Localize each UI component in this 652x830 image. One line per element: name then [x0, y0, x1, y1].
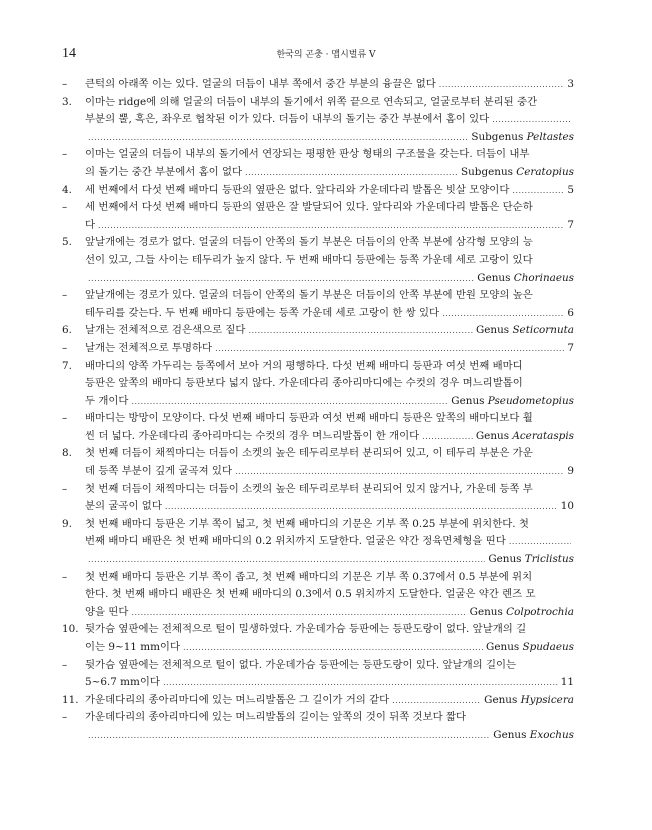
taxon-name [470, 604, 574, 622]
couplet-marker: – [62, 482, 68, 495]
leader-dots [248, 322, 473, 340]
couplet-line [85, 129, 574, 147]
page-header [62, 46, 590, 62]
key-couplet [62, 516, 574, 569]
couplet-text [85, 657, 574, 692]
couplet-text [85, 410, 574, 445]
couplet-line [85, 182, 574, 200]
couplet-line [85, 586, 574, 604]
couplet-line [85, 217, 574, 235]
taxon-name [471, 129, 574, 147]
couplet-text [85, 481, 574, 516]
key-couplet [62, 410, 574, 445]
line-text: 첫 번째 배마디 등판은 기부 쪽이 좁고, 첫 번째 배마디의 기문은 기부 쪽 0.37에서 0.5 부분에 위치 [85, 570, 533, 583]
couplet-line [85, 234, 574, 252]
couplet-line [85, 199, 574, 217]
couplet-line [85, 498, 574, 516]
taxon-latin-name: Exochus [529, 728, 574, 741]
couplet-marker: 9. [62, 517, 72, 530]
couplet-line [85, 639, 574, 657]
couplet-line [85, 375, 574, 393]
couplet-line [85, 569, 574, 587]
line-text: 다 [85, 218, 96, 231]
line-text: 세 번째에서 다섯 번째 배마디 등판의 옆판은 없다. 앞다리와 가운데다리 발톱은 빗살 모양이다 [85, 183, 510, 196]
key-couplet [62, 657, 574, 692]
line-text: 큰턱의 아래쪽 이는 있다. 얼굴의 더듬이 내부 쪽에서 중간 부분의 융끌은 없다 [85, 78, 436, 90]
couplet-marker: – [62, 412, 68, 425]
couplet-line [85, 410, 574, 428]
taxon-rank: Genus [488, 553, 525, 566]
couplet-line [85, 164, 574, 182]
couplet-marker: 3. [62, 95, 72, 108]
key-couplet [62, 709, 574, 744]
couplet-line [85, 674, 574, 692]
couplet-text [85, 569, 574, 622]
taxon-latin-name: Spudaeus [522, 641, 574, 653]
couplet-line [85, 94, 574, 112]
couplet-line [85, 621, 574, 639]
leader-dots [131, 604, 466, 622]
couplet-marker: 10. [62, 623, 79, 636]
couplet-marker: – [62, 711, 68, 724]
line-text: 세 번째에서 다섯 번째 배마디 등판의 옆판은 잘 발달되어 있다. 앞다리와 가운데다리 발톱은 단순하 [85, 201, 533, 214]
couplet-link-number: 5 [567, 183, 574, 196]
couplet-link-number: 10 [560, 500, 574, 513]
key-couplet [62, 146, 574, 181]
couplet-marker: – [62, 201, 68, 214]
couplet-link-number: 6 [567, 306, 574, 319]
key-couplet [62, 322, 574, 340]
line-text: 선이 있고, 그들 사이는 테두리가 높지 않다. 두 번째 배마디 등판에는 등쪽 가운데 세로 고랑이 있다 [85, 253, 533, 266]
couplet-text [85, 692, 574, 710]
line-text: 양을 띤다 [85, 605, 129, 618]
couplet-line [85, 727, 574, 745]
couplet-marker: 7. [62, 359, 72, 372]
taxon-rank: Genus [475, 324, 513, 337]
couplet-line [85, 305, 574, 323]
couplet-line [85, 340, 574, 358]
couplet-link-number: 3 [567, 78, 574, 90]
taxon-name [484, 692, 574, 710]
couplet-line [85, 428, 574, 446]
key-couplet [62, 481, 574, 516]
couplet-text [85, 621, 574, 656]
leader-dots [392, 692, 481, 710]
taxon-name [461, 164, 574, 182]
taxon-rank: Genus [451, 394, 488, 407]
taxon-rank: Genus [477, 271, 514, 284]
couplet-text [85, 322, 574, 340]
taxon-rank: Genus [469, 605, 507, 618]
taxon-name [476, 428, 574, 446]
couplet-line [85, 252, 574, 270]
key-couplet [62, 358, 574, 411]
taxon-name [477, 270, 574, 288]
leader-dots [245, 164, 458, 182]
taxon-latin-name: Ceratopius [516, 165, 574, 178]
couplet-text [85, 234, 574, 287]
couplet-line [85, 551, 574, 569]
line-text: 씬 더 넓다. 가운데다리 종아리마디는 수컷의 경우 며느리발톱이 한 개이다 [85, 429, 420, 442]
key-couplet [62, 445, 574, 480]
line-text: 부분의 뿔, 혹은, 좌우로 협착된 이가 있다. 더듬이 내부의 돌기는 중간 부분에서 홈이 있다 [85, 113, 490, 126]
couplet-text [85, 182, 574, 200]
line-text: 등판은 앞쪽의 배마디 등판보다 넓지 않다. 가운데다리 종아리마디에는 수컷의 경우 며느리발톱이 [85, 377, 523, 390]
couplet-line [85, 533, 574, 551]
key-couplet [62, 199, 574, 234]
taxon-rank: Genus [493, 728, 530, 741]
line-text: 이마는 ridge에 의해 얼굴의 더듬이 내부의 돌기에서 위쪽 끝으로 연속되고, 얼굴로부터 분리된 중간 [85, 95, 538, 108]
couplet-marker: – [62, 658, 68, 671]
couplet-line [85, 709, 574, 727]
couplet-marker: – [62, 78, 68, 90]
couplet-marker: 8. [62, 447, 72, 460]
couplet-text [85, 445, 574, 480]
taxon-latin-name: Seticornuta [512, 324, 574, 337]
key-couplet [62, 76, 574, 94]
line-text: 분의 굴곡이 없다 [85, 500, 162, 513]
key-couplet [62, 182, 574, 200]
couplet-line [85, 146, 574, 164]
key-couplet [62, 692, 574, 710]
line-text: 배마디는 방망이 모양이다. 다섯 번째 배마디 등판과 여섯 번째 배마디 등판은 앞쪽의 배마디보다 훨 [85, 412, 533, 425]
couplet-line [85, 393, 574, 411]
line-text: 뒷가슴 옆판에는 전체적으로 털이 밀생하였다. 가운데가슴 등판에는 등판도랑이 없다. 앞날개의 길 [85, 623, 527, 636]
line-text: 첫 번째 더듬이 채찍마디는 더듬이 소켓의 높은 테두리로부터 분리되어 있고, 이 테두리 부분은 가운 [85, 447, 533, 460]
key-couplet [62, 569, 574, 622]
leader-dots [88, 129, 468, 147]
taxon-latin-name: Acerataspis [512, 429, 574, 442]
leader-dots [88, 270, 474, 288]
couplet-line [85, 657, 574, 675]
couplet-line [85, 111, 574, 129]
line-text: 날개는 전체적으로 투명하다 [85, 341, 213, 354]
key-couplet [62, 287, 574, 322]
line-text: 배마디의 양쪽 가두리는 등쪽에서 보아 거의 평행하다. 다섯 번째 배마디 등판과 여섯 번째 배마디 [85, 359, 523, 372]
couplet-link-number: 11 [560, 676, 574, 689]
line-text: 앞날개에는 경로가 없다. 얼굴의 더듬이 안쪽의 돌기 부분은 더듬이의 안쪽 부분에 삼각형 모양의 능 [85, 236, 533, 249]
line-text: 가운데다리의 종아리마디에 있는 며느리발톱의 길이는 앞쪽의 것이 뒤쪽 것보다 짧다 [85, 711, 467, 724]
line-text: 첫 번째 배마디 등판은 기부 쪽이 넓고, 첫 번째 배마디의 기문은 기부 쪽 0.25 부분에 위치한다. 첫 [85, 517, 529, 530]
leader-dots [235, 463, 564, 481]
taxon-rank: Genus [475, 429, 513, 442]
couplet-line [85, 604, 574, 622]
taxon-latin-name: Pseudometopius [487, 394, 574, 407]
leader-dots [163, 674, 558, 692]
couplet-text [85, 709, 574, 744]
line-text: 테두리를 갖는다. 두 번째 배마디 등판에는 등쪽 가운데 세로 고랑이 한 쌍 있다 [85, 306, 440, 319]
couplet-text [85, 199, 574, 234]
line-text: 이마는 얼굴의 더듬이 내부의 돌기에서 연장되는 평평한 판상 형태의 구조물을 갖는다. 더듬이 내부 [85, 148, 530, 161]
couplet-line [85, 463, 574, 481]
couplet-line [85, 516, 574, 534]
leader-dots [165, 498, 558, 516]
key-couplet [62, 94, 574, 147]
line-text: 이는 9~11 mm이다 [85, 641, 180, 653]
couplet-marker: – [62, 148, 68, 161]
key-couplet [62, 234, 574, 287]
identification-key [62, 76, 574, 745]
line-text: 날개는 전체적으로 검은색으로 짙다 [85, 324, 246, 337]
taxon-latin-name: Hypsicera [520, 693, 574, 706]
leader-dots [131, 393, 448, 411]
line-text: 데 등쪽 부분이 깊게 굴곡져 있다 [85, 465, 232, 478]
taxon-latin-name: Peltastes [526, 130, 574, 143]
couplet-line [85, 692, 574, 710]
line-text: 두 개이다 [85, 394, 129, 407]
couplet-link-number: 7 [567, 218, 574, 231]
key-couplet [62, 340, 574, 358]
couplet-line [85, 287, 574, 305]
line-text: 첫 번째 더듬이 채찍마디는 더듬이 소켓의 높은 테두리로부터 분리되어 있지 않거나, 가운데 등쪽 부 [85, 482, 533, 495]
line-text: 뒷가슴 옆판에는 전체적으로 털이 없다. 가운데가슴 등판에는 등판도랑이 있다. 앞날개의 길이는 [85, 658, 517, 671]
couplet-text [85, 358, 574, 411]
leader-dots [509, 533, 571, 551]
taxon-latin-name: Triclistus [524, 553, 574, 566]
taxon-name [488, 551, 574, 569]
couplet-text [85, 146, 574, 181]
line-text: 한다. 첫 번째 배마디 배판은 첫 번째 배마디의 0.3에서 0.5 위치까지 도달한다. 얼굴은 약간 렌즈 모 [85, 588, 536, 601]
taxon-rank: Genus [484, 693, 521, 706]
couplet-marker: 6. [62, 324, 72, 337]
couplet-link-number: 7 [567, 341, 574, 354]
couplet-marker: – [62, 341, 68, 354]
couplet-text [85, 94, 574, 147]
couplet-marker: – [62, 570, 68, 583]
taxon-rank: Subgenus [461, 165, 517, 178]
leader-dots [422, 428, 473, 446]
couplet-line [85, 270, 574, 288]
couplet-text [85, 516, 574, 569]
leader-dots [439, 76, 565, 94]
taxon-rank: Subgenus [471, 130, 527, 143]
line-text: 앞날개에는 경로가 있다. 얼굴의 더듬이 안쪽의 돌기 부분은 더듬이의 안쪽 부분에 반원 모양의 높은 [85, 289, 533, 302]
running-head: 한국의 곤충 · 맵시벌류 V [276, 50, 376, 60]
taxon-latin-name: Colpotrochia [506, 605, 574, 618]
taxon-name [486, 639, 574, 657]
couplet-text [85, 340, 574, 358]
line-text: 번째 배마디 배판은 첫 번째 배마디의 0.2 위치까지 도달한다. 얼굴은 약간 정육면체형을 띤다 [85, 535, 506, 548]
taxon-name [451, 393, 574, 411]
leader-dots [215, 340, 564, 358]
couplet-marker: 5. [62, 236, 72, 249]
taxon-rank: Genus [486, 641, 523, 653]
couplet-marker: 11. [62, 693, 79, 706]
couplet-link-number: 9 [567, 465, 574, 478]
line-text: 의 돌기는 중간 부분에서 홈이 없다 [85, 165, 243, 178]
leader-dots [442, 305, 564, 323]
couplet-line [85, 76, 574, 94]
couplet-line [85, 481, 574, 499]
line-text: 가운데다리의 종아리마디에 있는 며느리발톱은 그 길이가 거의 같다 [85, 693, 390, 706]
line-text: 5~6.7 mm이다 [85, 676, 160, 689]
couplet-line [85, 358, 574, 376]
couplet-marker: 4. [62, 183, 72, 196]
leader-dots [98, 217, 564, 235]
taxon-latin-name: Chorinaeus [513, 271, 574, 284]
taxon-name [493, 727, 574, 745]
leader-dots [88, 551, 485, 569]
couplet-marker: – [62, 289, 68, 302]
couplet-text [85, 76, 574, 94]
page-number: 14 [62, 46, 76, 61]
leader-dots [183, 639, 483, 657]
couplet-line [85, 322, 574, 340]
leader-dots [492, 111, 571, 129]
taxon-name [476, 322, 574, 340]
key-couplet [62, 621, 574, 656]
couplet-text [85, 287, 574, 322]
leader-dots [512, 182, 564, 200]
couplet-line [85, 445, 574, 463]
leader-dots [88, 727, 490, 745]
